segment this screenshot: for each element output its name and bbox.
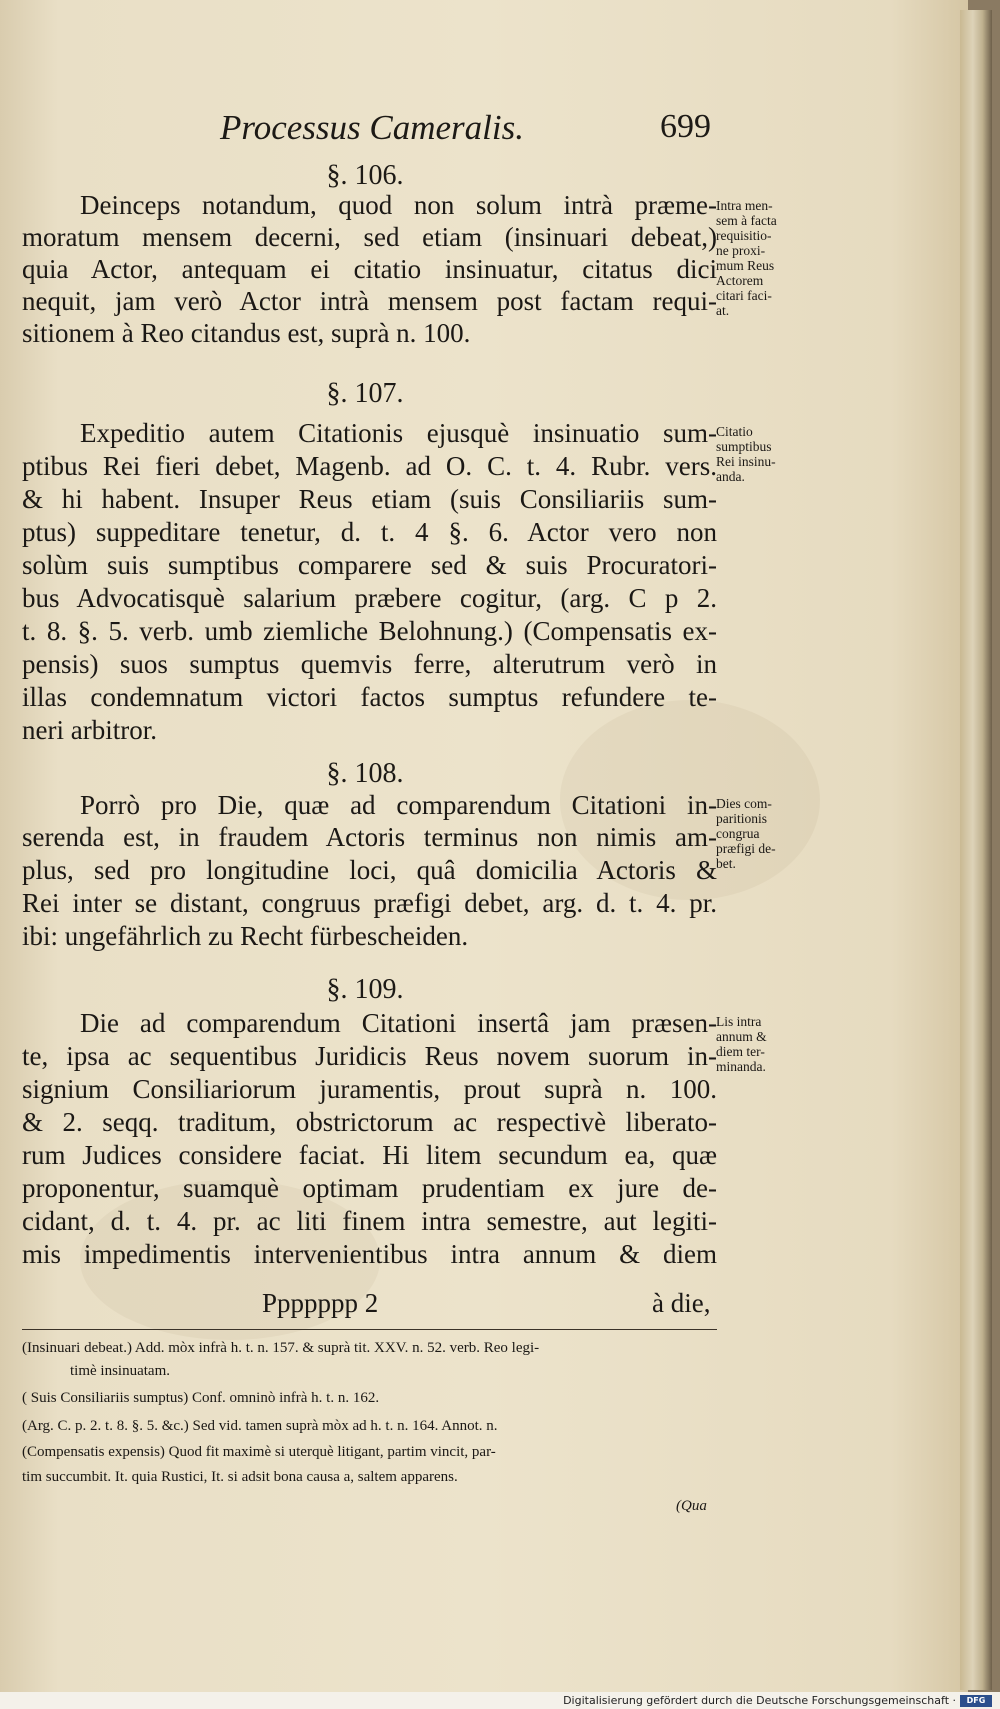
- text-line: rum Judices considere faciat. Hi litem secundum ea, quæ: [22, 1140, 717, 1170]
- footnote-divider: [22, 1329, 717, 1330]
- catchword: à die,: [652, 1288, 711, 1318]
- text-line: bus Advocatisquè salarium præbere cogitur, (arg. C p 2.: [22, 583, 717, 613]
- text-line: proponentur, suamquè optimam prudentiam ex jure de-: [22, 1173, 717, 1203]
- page-edge: [960, 10, 992, 1690]
- text-line: ptibus Rei fieri debet, Magenb. ad O. C. t. 4. Rubr. vers.: [22, 451, 717, 481]
- text-line: nequit, jam verò Actor intrà mensem post factam requi-: [22, 286, 717, 316]
- section-heading: §. 109.: [326, 974, 404, 1005]
- text-line: serenda est, in fraudem Actoris terminus non nimis am-: [22, 822, 717, 852]
- text-line: mis impedimentis intervenientibus intra annum & diem: [22, 1239, 717, 1269]
- margin-note: Dies com- paritionis congrua præfigi de- bet.: [716, 796, 776, 871]
- footnote-line: (Compensatis expensis) Quod fit maximè si uterquè litigant, partim vincit, par-: [22, 1444, 496, 1460]
- text-line: ibi: ungefährlich zu Recht fürbescheiden.: [22, 921, 469, 951]
- text-line: & hi habent. Insuper Reus etiam (suis Consiliariis sum-: [22, 484, 717, 514]
- signature-mark: Ppppppp 2: [262, 1288, 379, 1318]
- text-line: plus, sed pro longitudine loci, quâ domicilia Actoris &: [22, 855, 717, 885]
- text-line: Deinceps notandum, quod non solum intrà præme-: [80, 190, 717, 220]
- text-line: pensis) suos sumptus quemvis ferre, alterutrum verò in: [22, 649, 717, 679]
- text-line: t. 8. §. 5. verb. umb ziemliche Belohnung.) (Compensatis ex-: [22, 616, 717, 646]
- running-head: Processus Cameralis.: [220, 108, 524, 147]
- text-line: quia Actor, antequam ei citatio insinuatur, citatus dici: [22, 254, 717, 284]
- text-line: neri arbitror.: [22, 715, 157, 745]
- footnote-line: tim succumbit. It. quia Rustici, It. si adsit bona causa a, saltem apparens.: [22, 1469, 458, 1485]
- text-line: cidant, d. t. 4. pr. ac liti finem intra semestre, aut legiti-: [22, 1206, 717, 1236]
- section-heading: §. 108.: [326, 758, 404, 789]
- page-number: 699: [660, 108, 711, 145]
- funding-credit: Digitalisierung gefördert durch die Deutsche Forschungsgemeinschaft ·: [563, 1694, 956, 1707]
- footnote-line: (Insinuari debeat.) Add. mòx infrà h. t. n. 157. & suprà tit. XXV. n. 52. verb. Reo legi-: [22, 1340, 540, 1356]
- text-line: solùm suis sumptibus comparere sed & suis Procuratori-: [22, 550, 717, 580]
- text-line: & 2. seqq. traditum, obstrictorum ac respectivè liberato-: [22, 1107, 717, 1137]
- margin-note: Citatio sumptibus Rei insinu- anda.: [716, 424, 776, 484]
- footnote-catchword: (Qua: [676, 1498, 707, 1514]
- text-line: Rei inter se distant, congruus præfigi debet, arg. d. t. 4. pr.: [22, 888, 717, 918]
- footnote-line: (Arg. C. p. 2. t. 8. §. 5. &c.) Sed vid. tamen suprà mòx ad h. t. n. 164. Annot. n.: [22, 1418, 498, 1434]
- margin-note: Lis intra annum & diem ter- minanda.: [716, 1014, 767, 1074]
- text-line: te, ipsa ac sequentibus Juridicis Reus novem suorum in-: [22, 1041, 717, 1071]
- text-line: moratum mensem decerni, sed etiam (insinuari debeat,): [22, 222, 717, 252]
- text-line: Die ad comparendum Citationi insertâ jam præsen-: [80, 1008, 717, 1038]
- section-heading: §. 107.: [326, 378, 404, 409]
- text-line: Expeditio autem Citationis ejusquè insinuatio sum-: [80, 418, 717, 448]
- section-heading: §. 106.: [326, 160, 404, 191]
- footnote-line: ( Suis Consiliariis sumptus) Conf. omninò infrà h. t. n. 162.: [22, 1390, 380, 1406]
- text-line: ptus) suppeditare tenetur, d. t. 4 §. 6. Actor vero non: [22, 517, 717, 547]
- text-line: signium Consiliariorum juramentis, prout suprà n. 100.: [22, 1074, 717, 1104]
- footnote-line: timè insinuatam.: [70, 1363, 170, 1379]
- text-line: illas condemnatum victori factos sumptus refundere te-: [22, 682, 717, 712]
- margin-note: Intra men- sem à facta requisitio- ne proxi- mum Reus Actorem citari faci- at.: [716, 198, 777, 318]
- text-line: sitionem à Reo citandus est, suprà n. 100.: [22, 318, 471, 348]
- text-line: Porrò pro Die, quæ ad comparendum Citationi in-: [80, 790, 717, 820]
- dfg-logo: DFG: [960, 1695, 992, 1707]
